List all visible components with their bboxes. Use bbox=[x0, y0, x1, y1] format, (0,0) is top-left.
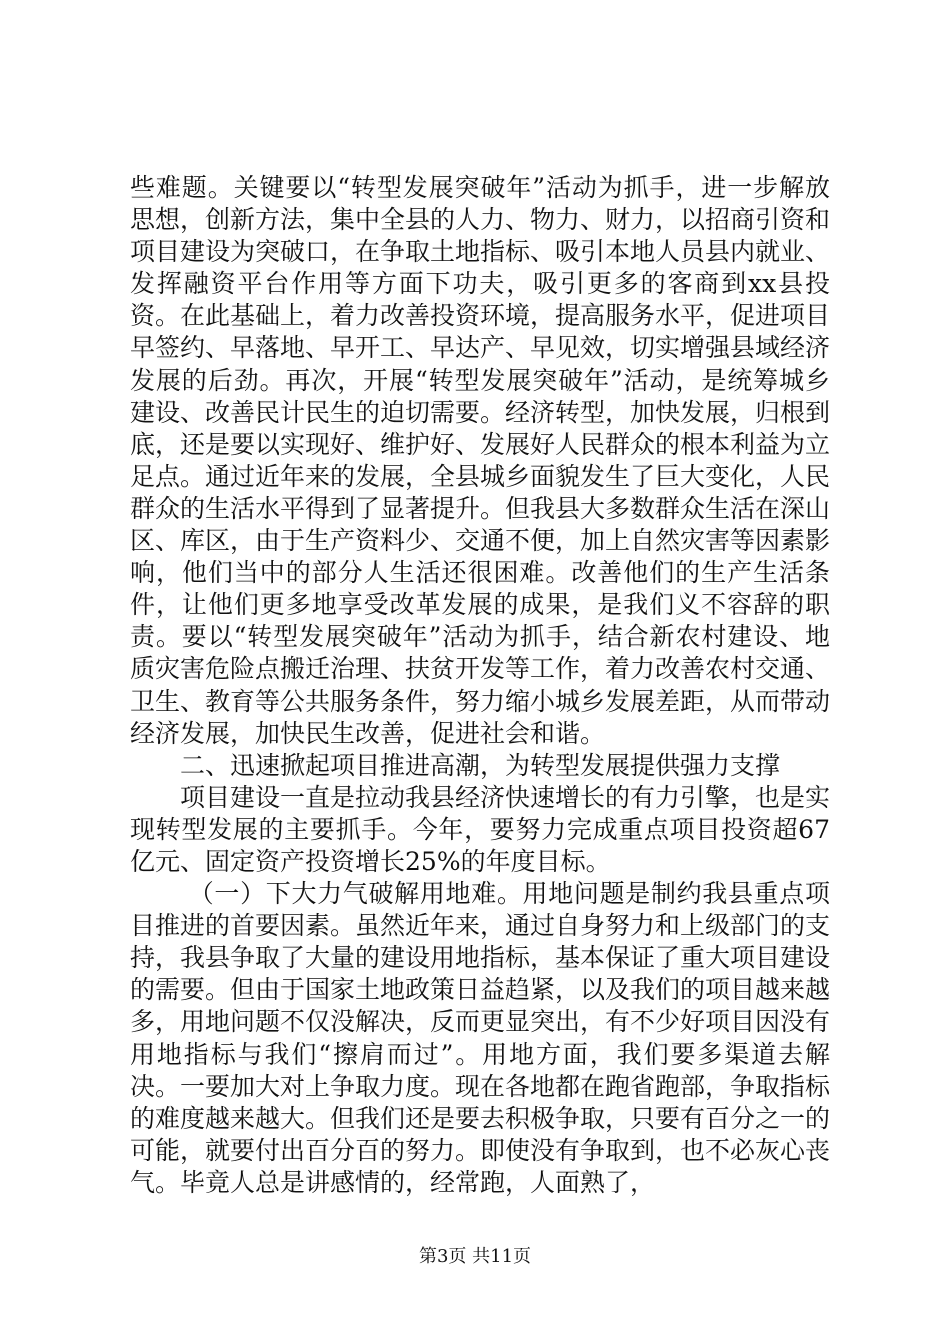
paragraph-land-use: （一）下大力气破解用地难。用地问题是制约我县重点项目推进的首要因素。虽然近年来，通过自身努力和上级部门的支持，我县争取了大量的建设用地指标，基本保证了重大项目建设的需要。但由于国家土地政策日益趋紧，以及我们的项目越来越多，用地问题不仅没解决，反而更显突出，有不少好项目因没有用地指标与我们“擦肩而过”。用地方面，我们要多渠道去解决。一要加大对上争取力度。现在各地都在跑省跑部，争取指标的难度越来越大。但我们还是要去积极争取，只要有百分之一的可能，就要付出百分百的努力。即使没有争取到，也不必灰心丧气。毕竟人总是讲感情的，经常跑，人面熟了， bbox=[130, 879, 831, 1197]
page-number-footer: 第3页 共11页 bbox=[418, 1246, 532, 1267]
document-body bbox=[130, 172, 830, 1199]
paragraph-project-intro: 项目建设一直是拉动我县经济快速增长的有力引擎，也是实现转型发展的主要抓手。今年，要努力完成重点项目投资超67亿元、固定资产投资增长25%的年度目标。 bbox=[130, 782, 831, 876]
paragraph-continuation: 些难题。关键要以“转型发展突破年”活动为抓手，进一步解放思想，创新方法，集中全县的人力、物力、财力，以招商引资和项目建设为突破口，在争取土地指标、吸引本地人员县内就业、发挥融资平台作用等方面下功夫，吸引更多的客商到xx县投资。在此基础上，着力改善投资环境，提高服务水平，促进项目早签约、早落地、早开工、早达产、早见效，切实增强县域经济发展的后劲。再次，开展“转型发展突破年”活动，是统筹城乡建设、改善民计民生的迫切需要。经济转型，加快发展，归根到底，还是要以实现好、维护好、发展好人民群众的根本利益为立足点。通过近年来的发展，全县城乡面貌发生了巨大变化，人民群众的生活水平得到了显著提升。但我县大多数群众生活在深山区、库区，由于生产资料少、交通不便，加上自然灾害等因素影响，他们当中的部分人生活还很困难。改善他们的生产生活条件，让他们更多地享受改革发展的成果，是我们义不容辞的职责。要以“转型发展突破年”活动为抓手，结合新农村建设、地质灾害危险点搬迁治理、扶贫开发等工作，着力改善农村交通、卫生、教育等公共服务条件，努力缩小城乡发展差距，从而带动经济发展，加快民生改善，促进社会和谐。 bbox=[130, 173, 831, 748]
section-heading: 二、迅速掀起项目推进高潮，为转型发展提供强力支撑 bbox=[180, 750, 781, 780]
